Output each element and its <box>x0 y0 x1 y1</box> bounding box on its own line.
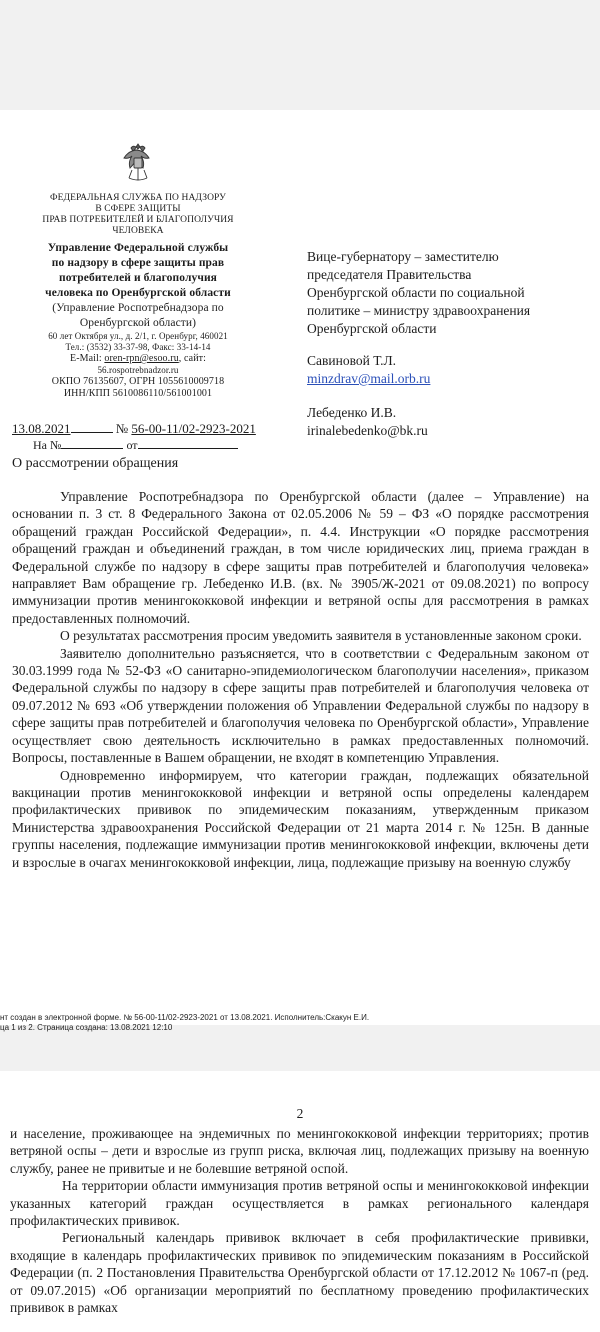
address: 60 лет Октября ул., д. 2/1, г. Оренбург, 460021 <box>48 331 228 341</box>
document-page-2 <box>0 1071 600 1332</box>
addressee-line: председателя Правительства <box>307 267 472 282</box>
applicant-name: Лебеденко И.В. <box>307 405 397 420</box>
office-line: человека по Оренбургской области <box>45 287 231 299</box>
paragraph: Управление Роспотребнадзора по Оренбургской области (далее – Управление) на основании п. 3 ст. 8 Федерального Закона от 02.05.2006 № 59 – ФЗ «О порядке рассмотрения обращений граждан Российской Федерации», п. 4.4. Инструкции «О порядке рассмотрения обращений граждан и объединений граждан, в том числе юридических лиц, приема граждан в Федеральной службе по надзору в сфере защиты прав потребителей и благополучия человека» направляет Вам обращение гр. Лебеденко И.В. (вх. № 3905/Ж-2021 от 09.08.2021) по вопросу иммунизации против менингококковой инфекции и ветряной оспы для рассмотрения в рамках предоставленных полномочий. <box>12 489 589 626</box>
office-line: по надзору в сфере защиты прав <box>51 257 225 269</box>
letter-body-continued <box>10 1125 589 1316</box>
addressee-email-link[interactable]: minzdrav@mail.orb.ru <box>307 371 431 386</box>
sender-email-link[interactable]: oren-rpn@esoo.ru <box>104 353 179 364</box>
office-short-line: (Управление Роспотребнадзора по <box>52 302 224 314</box>
paragraph: О результатах рассмотрения просим уведомить заявителя в установленные законом сроки. <box>60 628 582 644</box>
paragraph: Одновременно информируем, что категории граждан, подлежащих обязательной вакцинации против менингококковой инфекции и ветряной оспы определены календарем профилактических прививок по эпидемическим показаниям, утвержденным приказом Министерства здравоохранения Российской Федерации от 21 марта 2014 г. № 125н. В данные группы населения, подлежащие иммунизации против менингококковой инфекции, включены дети и взрослые в очагах менингококковой инфекции, лица, подлежащие призыву на военную службу <box>12 767 589 870</box>
paragraph: На территории области иммунизация против ветряной оспы и менингококковой инфекции указанных категорий граждан осуществляется в рамках регионального календаря профилактических прививок. <box>10 1178 589 1229</box>
page-number: 2 <box>296 1106 304 1121</box>
paragraph: и население, проживающее на эндемичных по менингококковой инфекции территориях; против ветряной оспы – дети и взрослые из групп риска, включая лиц, подлежащих призыву на военную службу, ранее не привитые и не болевшие ветряной оспой. <box>10 1126 589 1176</box>
addressee-line: политике – министру здравоохранения <box>307 303 531 318</box>
stamp-line: ца 1 из 2. Страница создана: 13.08.2021 12:10 <box>0 1023 173 1032</box>
agency-line: ПРАВ ПОТРЕБИТЕЛЕЙ И БЛАГОПОЛУЧИЯ <box>42 215 234 225</box>
stamp-line: нт создан в электронной форме. № 56-00-11/02-2923-2021 от 13.08.2021. Исполнитель:Скакун Е.И. <box>0 1013 370 1022</box>
addressee-line: Оренбургской области по социальной <box>307 285 525 300</box>
okpo: ОКПО 76135607, ОГРН 1055610009718 <box>51 376 225 387</box>
addressee-line: Оренбургской области <box>307 321 437 336</box>
incoming-reference-line <box>33 437 238 453</box>
agency-line: ЧЕЛОВЕКА <box>112 226 164 236</box>
ot-label: от <box>126 438 138 452</box>
na-label: На № <box>33 438 62 452</box>
applicant-email: irinalebedenko@bk.ru <box>307 423 428 438</box>
office-line: Управление Федеральной службы <box>47 242 229 254</box>
reference-line <box>12 421 312 437</box>
paragraph: Региональный календарь прививок включает в себя профилактические прививки, входящие в календарь профилактических прививок по эпидемическим показаниям в Российской Федерации (п. 2 Постановления Правительства Оренбургской области от 17.12.2012 № 1067-п (ред. от 09.07.2015) «Об организации мероприятий по бесплатному проведению профилактических прививок в рамках <box>10 1230 589 1316</box>
site-label: , сайт: <box>178 353 206 364</box>
letter-number: 56-00-11/02-2923-2021 <box>131 421 256 436</box>
letter-body <box>12 488 589 871</box>
sender-letterhead <box>18 193 258 400</box>
agency-line: ФЕДЕРАЛЬНАЯ СЛУЖБА ПО НАДЗОРУ <box>49 193 227 203</box>
office-name <box>18 241 258 301</box>
site: 56.rospotrebnadzor.ru <box>97 365 179 375</box>
addressee-name: Савиновой Т.Л. <box>307 353 397 368</box>
letter-subject: О рассмотрении обращения <box>12 456 179 471</box>
coat-of-arms-icon <box>121 140 155 186</box>
office-short-line: Оренбургской области) <box>79 317 197 329</box>
letter-date: 13.08.2021 <box>12 421 71 436</box>
inn: ИНН/КПП 5610086110/561001001 <box>63 388 213 399</box>
addressee-line: Вице-губернатору – заместителю <box>307 249 499 264</box>
phone: Тел.: (3532) 33-37-98, Факс: 33-14-14 <box>65 342 211 352</box>
email-label: E-Mail: <box>69 353 105 364</box>
paragraph: Заявителю дополнительно разъясняется, что в соответствии с Федеральным законом от 30.03.1999 года № 52-ФЗ «О санитарно-эпидемиологическом благополучии населения», приказом Федеральной службы по надзору в сфере защиты прав потребителей и благополучия человека от 09.07.2012 № 693 «Об утверждении положения об Управлении Федеральной службы по надзору в сфере защиты прав потребителей и благополучия человека по Оренбургской области», Управление осуществляет свою деятельность исключительно в рамках предоставленных полномочий. Вопросы, поставленные в Вашем обращении, не входят в компетенцию Управления. <box>12 645 589 766</box>
document-page-1 <box>0 110 600 1032</box>
number-label: № <box>115 421 129 436</box>
office-line: потребителей и благополучия <box>58 272 217 284</box>
addressee-block <box>307 248 592 440</box>
agency-line: В СФЕРЕ ЗАЩИТЫ <box>95 204 181 214</box>
email-line <box>18 353 258 365</box>
